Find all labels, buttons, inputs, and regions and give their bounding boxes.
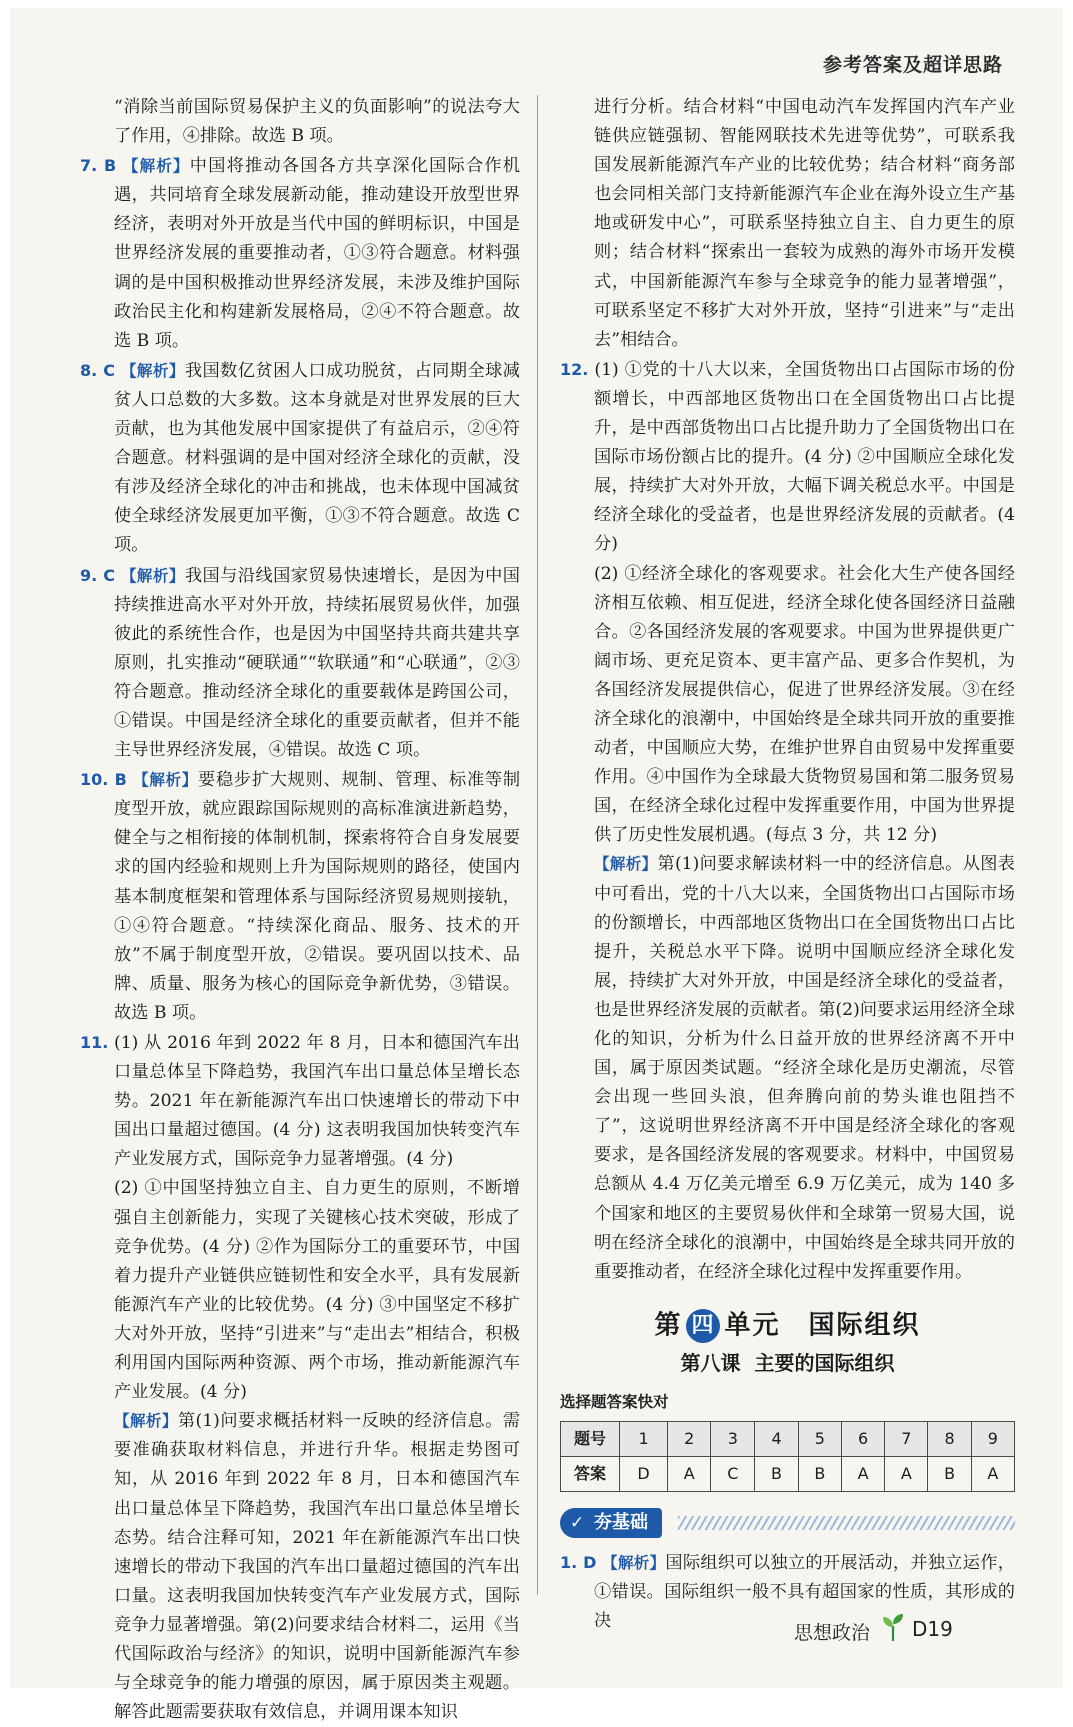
header-title: 参考答案及超详思路 bbox=[822, 54, 1003, 76]
unit-number-badge: 四 bbox=[686, 1309, 720, 1343]
question-number: 4 bbox=[755, 1422, 798, 1457]
answer-8: 8. C 【解析】我国数亿贫困人口成功脱贫，占同期全球减贫人口总数的大多数。这本身就是对世界发展的巨大贡献，也为其他发展中国家提供了有益启示，②④符合题意。材料强调的是中国对经济全球化的贡献，没有涉及经济全球化的冲击和挑战，也未体现中国减贫使全球经济发展更加平衡，①③不符合题意。故选 C 项。 bbox=[80, 360, 520, 556]
question-number: 1 bbox=[620, 1422, 668, 1457]
answer-12-part1: 12. (1) ①党的十八大以来，全国货物出口占国际市场的份额增长，中西部地区货物出口在全国货物出口占比提升，是中西部货物出口占比提升助力了全国货物出口在国际市场份额占比的提升。(4 分) ②中国顺应全球化发展，持续扩大对外开放，大幅下调关税总水平。中国是经济全球化的受益者，也是世界经济发展的贡献者。(4 分) bbox=[560, 359, 1016, 555]
answer-cell: B bbox=[798, 1457, 841, 1492]
question-number: 9 bbox=[971, 1422, 1014, 1457]
answer-cell: A bbox=[842, 1457, 885, 1492]
answer-12-part2: (2) ①经济全球化的客观要求。社会化大生产使各国经济相互依赖、相互促进，经济全球化使各国经济日益融合。②各国经济发展的客观要求。中国为世界提供更广阔市场、更充足资本、更丰富产品、更多合作契机，为各国经济发展提供信心，促进了世界经济发展。③在经济全球化的浪潮中，中国始终是全球共同开放的重要推动者，中国顺应大势，在维护世界自由贸易中发挥重要作用。④中国作为全球最大货物贸易国和第二服务贸易国，在经济全球化过程中发挥重要作用，中国为世界提供了历史性发展机遇。(每点 3 分，共 12 分) bbox=[594, 563, 1015, 846]
answer-cell: A bbox=[971, 1457, 1014, 1492]
quick-answers-table bbox=[560, 1421, 1015, 1492]
question-number: 6 bbox=[842, 1422, 885, 1457]
lesson-name: 主要的国际组织 bbox=[754, 1350, 895, 1375]
answer-cell: A bbox=[885, 1457, 928, 1492]
row-label: 题号 bbox=[561, 1422, 620, 1457]
answer-row bbox=[561, 1457, 1015, 1492]
answer-10: 10. B 【解析】要稳步扩大规则、规制、管理、标准等制度型开放，就应跟踪国际规则的高标准演进新趋势，健全与之相衔接的体制机制，探索将符合自身发展要求的国内经验和规则上升为国际规则的路径，使国内基本制度框架和管理体系与国际经济贸易规则接轨，①④符合题意。“持续深化商品、服务、技术的开放”不属于制度型开放，②错误。要巩固以技术、品牌、质量、服务为核心的国际竞争新优势，③错误。故选 B 项。 bbox=[80, 770, 521, 1023]
page-number: D19 bbox=[912, 1617, 953, 1641]
foundation-badge: ✓ 夯基础 bbox=[560, 1508, 662, 1538]
question-number: 8 bbox=[928, 1422, 971, 1457]
answer-9: 9. C 【解析】我国与沿线国家贸易快速增长，是因为中国持续推进高水平对外开放，持续拓展贸易伙伴，加强彼此的系统性合作，也是因为中国坚持共商共建共享原则，扎实推动“硬联通”“软联通”和“心联通”，②③符合题意。推动经济全球化的重要载体是跨国公司，①错误。中国是经济全球化的重要贡献者，但并不能主导世界经济发展，④错误。故选 C 项。 bbox=[80, 565, 520, 761]
answer-11-analysis-continued: 进行分析。结合材料“中国电动汽车发挥国内汽车产业链供应链强韧、智能网联技术先进等优势”，可联系我国发展新能源汽车产业的比较优势；结合材料“商务部也会同相关部门支持新能源汽车企业在海外设立生产基地或研发中心”，可联系坚持独立自主、自力更生的原则；结合材料“探索出一套较为成熟的海外市场开发模式，中国新能源汽车参与全球竞争的能力显著增强”，可联系坚定不移扩大对外开放，坚持“引进来”与“走出去”相结合。 bbox=[594, 97, 1015, 350]
sprout-icon bbox=[880, 1612, 906, 1642]
answer-cell: D bbox=[620, 1457, 668, 1492]
question-number-row bbox=[561, 1422, 1015, 1457]
check-icon: ✓ bbox=[569, 1513, 585, 1534]
quick-answers-title: 选择题答案快对 bbox=[560, 1392, 669, 1411]
question-number: 2 bbox=[668, 1422, 711, 1457]
foundation-answer-1: 1. D 【解析】国际组织可以独立的开展活动，并独立运作，①错误。国际组织一般不具有超国家的性质，其形成的决 bbox=[560, 1553, 1015, 1632]
answer-12-analysis: 【解析】第(1)问要求解读材料一中的经济信息。从图表中可看出，党的十八大以来，全国货物出口占国际市场的份额增长，中西部地区货物出口在全国货物出口占比提升，关税总水平下降。说明中国顺应经济全球化发展，持续扩大对外开放，中国是经济全球化的受益者，也是世界经济发展的贡献者。第(2)问要求运用经济全球化的知识，分析为什么日益开放的世界经济离不开中国，属于原因类试题。“经济全球化是历史潮流，尽管会出现一些回头浪，但奔腾向前的势头谁也阻挡不了”，这说明世界经济离不开中国是经济全球化的客观要求，是各国经济发展的客观要求。材料中，中国贸易总额从 4.4 万亿美元增至 6.9 万亿美元，成为 140 多个国家和地区的主要贸易伙伴和全球第一贸易大国，说明在经济全球化的浪潮中，中国始终是全球共同开放的重要推动者，在经济全球化过程中发挥重要作用。 bbox=[594, 854, 1015, 1282]
answer-cell: A bbox=[668, 1457, 711, 1492]
footer-subject: 思想政治 bbox=[794, 1622, 871, 1644]
answer-11-part1: 11. (1) 从 2016 年到 2022 年 8 月，日本和德国汽车出口量总体呈下降趋势，我国汽车出口量总体呈增长态势。2021 年在新能源汽车出口快速增长的带动下中国出口量超过德国。(4 分) 这表明我国加快转变汽车产业发展方式，国际竞争力显著增强。(4 分) bbox=[80, 1033, 520, 1170]
unit-name: 国际组织 bbox=[808, 1310, 921, 1341]
foundation-section-header bbox=[560, 1508, 1015, 1538]
right-column bbox=[560, 93, 1015, 1636]
answer-11-analysis: 【解析】第(1)问要求概括材料一反映的经济信息。需要准确获取材料信息，并进行升华。根据走势图可知，从 2016 年到 2022 年 8 月，日本和德国汽车出口量总体呈下降趋势，我国汽车出口量总体呈增长态势。结合注释可知，2021 年在新能源汽车出口快速增长的带动下我国的汽车出口量超过德国的汽车出口量。这表明我国加快转变汽车产业发展方式，国际竞争力显著增强。第(2)问要求结合材料二，运用《当代国际政治与经济》的知识，说明中国新能源汽车参与全球竞争的能力增强的原因，属于原因类主观题。解答此题需要获取有效信息，并调用课本知识 bbox=[114, 1411, 520, 1723]
answer-11-part2: (2) ①中国坚持独立自主、自力更生的原则，不断增强自主创新能力，实现了关键核心技术突破，形成了竞争优势。(4 分) ②作为国际分工的重要环节，中国着力提升产业链供应链韧性和安全水平，具有发展新能源汽车产业的比较优势。(4 分) ③中国坚定不移扩大对外开放，坚持“引进来”与“走出去”相结合，积极利用国内国际两种资源、两个市场，推动新能源汽车产业发展。(4 分) bbox=[114, 1178, 520, 1403]
question-number: 7 bbox=[885, 1422, 928, 1457]
row-label: 答案 bbox=[561, 1457, 620, 1492]
question-number: 3 bbox=[711, 1422, 755, 1457]
question-number: 5 bbox=[798, 1422, 841, 1457]
answer-cell: C bbox=[711, 1457, 755, 1492]
unit-heading: 第 四 单元 国际组织 bbox=[560, 1309, 1015, 1343]
left-column bbox=[80, 93, 520, 1727]
hatch-decoration bbox=[678, 1516, 1015, 1530]
answer-cell: B bbox=[928, 1457, 971, 1492]
answer-continuation: “消除当前国际贸易保护主义的负面影响”的说法夸大了作用，④排除。故选 B 项。 bbox=[114, 97, 520, 147]
answer-7: 7. B 【解析】中国将推动各国各方共享深化国际合作机遇，共同培育全球发展新动能，推动建设开放型世界经济，表明对外开放是当代中国的鲜明标识，中国是世界经济发展的重要推动者，①③符合题意。材料强调的是中国积极推动世界经济发展，未涉及维护国际政治民主化和构建新发展格局，②④不符合题意。故选 B 项。 bbox=[80, 156, 520, 351]
column-divider bbox=[537, 95, 538, 1595]
lesson-heading: 第八课 主要的国际组织 bbox=[680, 1350, 895, 1375]
answer-cell: B bbox=[755, 1457, 798, 1492]
